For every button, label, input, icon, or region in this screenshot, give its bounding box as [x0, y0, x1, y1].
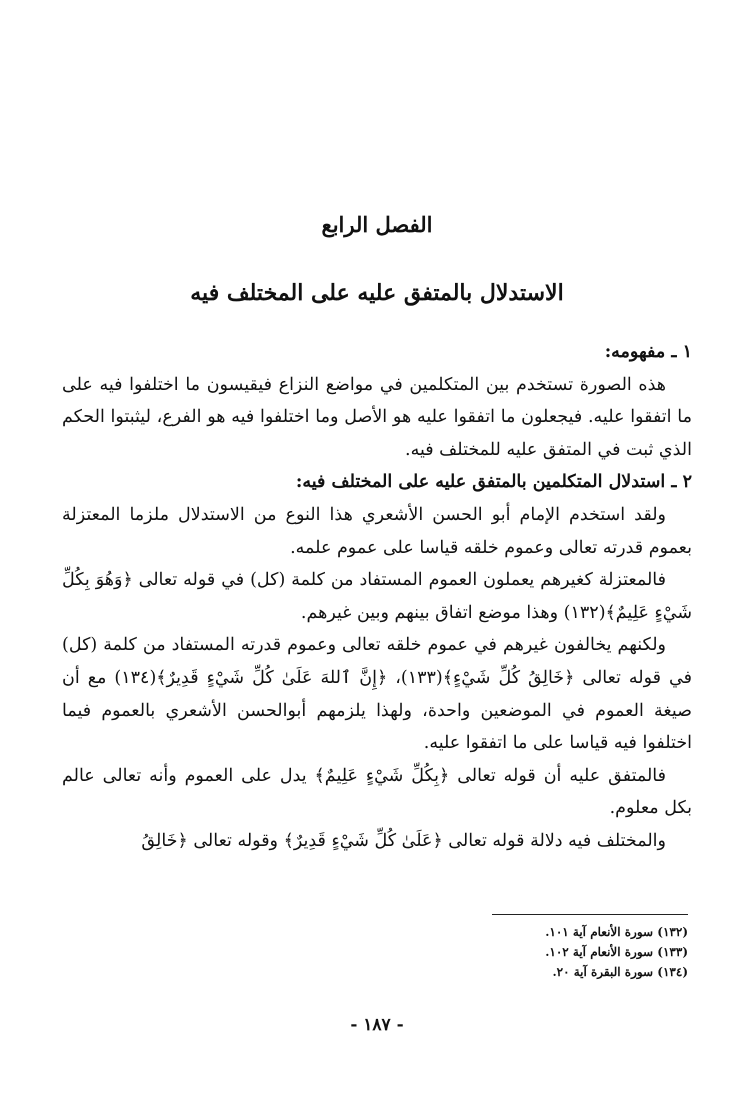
paragraph: ولقد استخدم الإمام أبو الحسن الأشعري هذا النوع من الاستدلال ملزما المعتزلة بعموم قدرته تعالى وعموم خلقه قياسا على عموم علمه. [62, 504, 692, 558]
page-number: - ١٨٧ - [350, 1015, 404, 1035]
subsection-heading-2: ٢ ـ استدلال المتكلمين بالمتفق عليه على المختلف فيه: [295, 472, 692, 493]
paragraph: فالمعتزلة كغيرهم يعملون العموم المستفاد من كلمة (كل) في قوله تعالى ﴿وَهُوَ بِكُلِّ شَيْءٍ عَلِيمٌ﴾(١٣٢) وهذا موضع اتفاق بينهم وبين غيرهم. [62, 570, 692, 623]
paragraph: ولكنهم يخالفون غيرهم في عموم خلقه تعالى وعموم قدرته المستفاد من كلمة (كل) في قوله تعالى ﴿خَالِقُ كُلِّ شَيْءٍ﴾(١٣٣)، ﴿إِنَّ ٱللهَ عَلَىٰ كُلِّ شَيْءٍ قَدِيرٌ﴾(١٣٤) مع أن صيغة العموم في الموضعين واحدة، ولهذا يلزمهم أبوالحسن الأشعري بالعموم فيما اختلفوا فيه قياسا على ما اتفقوا عليه. [62, 635, 692, 754]
chapter-title: الفصل الرابع [321, 212, 433, 237]
body-text [62, 336, 692, 858]
footnote: (١٣٤) سورة البقرة آية ٢٠. [552, 965, 688, 979]
paragraph: والمختلف فيه دلالة قوله تعالى ﴿عَلَىٰ كُلِّ شَيْءٍ قَدِيرٌ﴾ وقوله تعالى ﴿خَالِقُ [141, 830, 666, 851]
section-title: الاستدلال بالمتفق عليه على المختلف فيه [190, 280, 564, 306]
subsection-heading-1: ١ ـ مفهومه: [604, 342, 692, 362]
footnotes [545, 922, 688, 982]
footnote-separator [492, 914, 688, 915]
footnote: (١٣٢) سورة الأنعام آية ١٠١. [545, 925, 688, 939]
paragraph: هذه الصورة تستخدم بين المتكلمين في مواضع النزاع فيقيسون ما اختلفوا فيه على ما اتفقوا عليه. فيجعلون ما اتفقوا عليه هو الأصل وما اختلفوا فيه هو الفرع، ليثبتوا الحكم الذي ثبت في المتفق عليه للمختلف فيه. [62, 374, 692, 460]
footnote: (١٣٣) سورة الأنعام آية ١٠٢. [545, 945, 688, 959]
paragraph: فالمتفق عليه أن قوله تعالى ﴿بِكُلِّ شَيْءٍ عَلِيمٌ﴾ يدل على العموم وأنه تعالى عالم بكل معلوم. [62, 765, 692, 819]
